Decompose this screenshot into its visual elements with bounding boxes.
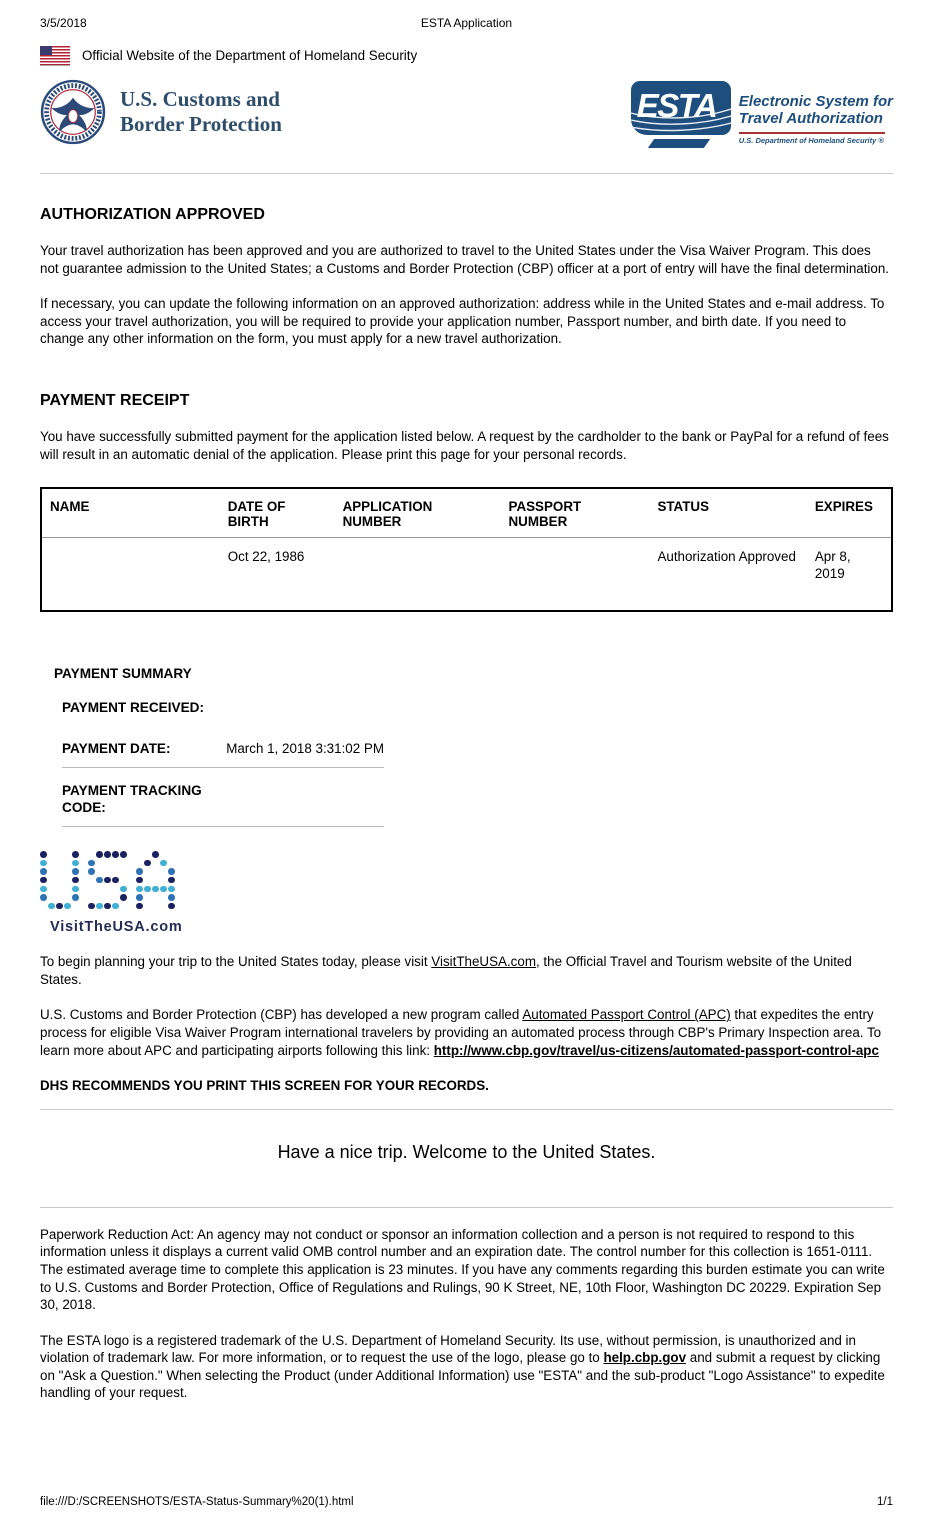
cell-expires: Apr 8, 2019	[814, 549, 851, 582]
payment-receipt-table	[40, 487, 893, 612]
column-header-status: STATUS	[657, 499, 710, 515]
divider-above-paperwork	[40, 1207, 893, 1208]
cbp-wordmark: U.S. Customs and Border Protection	[120, 87, 282, 136]
payment-received-label: PAYMENT RECEIVED:	[62, 700, 205, 716]
payment-tracking-code-row	[62, 768, 384, 827]
column-header-expires: EXPIRES	[814, 499, 873, 515]
visit-usa-logo	[40, 851, 893, 935]
table-header-row	[41, 488, 892, 538]
payment-receipt-paragraph: You have successfully submitted payment for the application listed below. A request by the cardholder to the bank or PayPal for a refund of fees will result in an automatic denial of the application. Please print this page for your personal records.	[40, 428, 889, 462]
column-header-application-number: APPLICATION NUMBER	[342, 499, 433, 530]
usa-dot-logo-icon	[40, 851, 180, 913]
esta-tagline: Electronic System for Travel Authorization	[738, 93, 893, 128]
print-footer-page-number: 1/1	[877, 1496, 893, 1508]
divider-above-farewell	[40, 1109, 893, 1110]
print-page-title: ESTA Application	[420, 16, 513, 30]
column-header-passport-number: PASSPORT NUMBER	[508, 499, 582, 530]
esta-logo-box	[631, 81, 731, 135]
print-footer	[40, 1496, 893, 1508]
visit-usa-paragraph: To begin planning your trip to the United States today, please visit VisitTheUSA.com, the Official Travel and Tourism website of the United States.	[40, 954, 852, 987]
cell-passport-number	[501, 538, 650, 612]
column-header-name: NAME	[50, 499, 90, 515]
payment-received-row	[62, 685, 384, 726]
esta-acronym: ESTA	[636, 87, 717, 124]
us-flag-icon	[40, 46, 70, 65]
paperwork-reduction-act-paragraph: Paperwork Reduction Act: An agency may not conduct or sponsor an information collection and a person is not required to respond to this information unless it displays a current valid OMB control number and an expiration date. The control number for this collection is 1651-0111. The estimated average time to complete this application is 23 minutes. If you have any comments regarding this burden estimate you can write to U.S. Customs and Border Protection, Office of Regulations and Rulings, 90 K Street, NE, 10th Floor, Washington DC 20229. Expiration Sep 30, 2018.	[40, 1226, 885, 1313]
esta-department-line: U.S. Department of Homeland Security ®	[738, 135, 884, 145]
payment-received-value	[214, 699, 384, 716]
visit-usa-caption: VisitTheUSA.com	[50, 919, 183, 936]
cbp-logo	[40, 79, 282, 145]
cell-date-of-birth: Oct 22, 1986	[227, 549, 305, 565]
official-banner	[40, 46, 893, 65]
authorization-paragraph-2: If necessary, you can update the following information on an approved authorization: address while in the United States and e-mail address. To access your travel authorization, you will be required to provide your application number, Passport number, and birth date. If you need to change any other information on the form, you must apply for a new travel authorization.	[40, 296, 885, 347]
print-header	[0, 0, 933, 30]
payment-date-label: PAYMENT DATE:	[62, 741, 171, 757]
payment-tracking-code-value	[214, 782, 384, 816]
cell-application-number	[335, 538, 501, 612]
payment-date-value: March 1, 2018 3:31:02 PM	[226, 741, 384, 757]
payment-summary-section	[54, 666, 893, 827]
farewell-message: Have a nice trip. Welcome to the United States.	[277, 1141, 656, 1162]
apc-link[interactable]: Automated Passport Control (APC)	[522, 1007, 731, 1023]
table-row	[41, 538, 892, 612]
esta-red-divider	[739, 132, 885, 134]
cell-name	[41, 538, 220, 612]
apc-paragraph: U.S. Customs and Border Protection (CBP) has developed a new program called Automated Passport Control (APC) that expedites the entry process for eligible Visa Waiver Program international travelers by providing an automated process through CBP's Primary Inspection area. To learn more about APC and participating airports following this link: http://www.cbp.gov/travel/us-citizens/automated-passport-control-apc	[40, 1007, 882, 1058]
authorization-paragraph-1: Your travel authorization has been approved and you are authorized to travel to the United States under the Visa Waiver Program. This does not guarantee admission to the United States; a Customs and Border Protection (CBP) officer at a port of entry will have the final determination.	[40, 243, 890, 276]
esta-logo-base	[648, 139, 710, 148]
payment-summary-heading: PAYMENT SUMMARY	[54, 666, 192, 682]
dhs-seal-icon	[40, 79, 106, 145]
esta-logo	[631, 81, 893, 145]
authorization-heading: AUTHORIZATION APPROVED	[40, 206, 265, 223]
column-header-date-of-birth: DATE OF BIRTH	[227, 499, 286, 530]
cbp-travel-url-link[interactable]: http://www.cbp.gov/travel/us-citizens/automated-passport-control-apc	[433, 1042, 879, 1058]
esta-trademark-paragraph: The ESTA logo is a registered trademark of the U.S. Department of Homeland Security. Its use, without permission, is unauthorized and in violation of trademark law. For more information, or to request the use of the logo, please go to help.cbp.gov and submit a request by clicking on "Ask a Question." When selecting the Product (under Additional Information) use "ESTA" and the sub-product "Logo Assistance" to expedite handling of your request.	[40, 1332, 885, 1401]
cell-status: Authorization Approved	[657, 549, 796, 565]
dhs-print-recommendation: DHS RECOMMENDS YOU PRINT THIS SCREEN FOR YOUR RECORDS.	[40, 1078, 489, 1094]
print-footer-file-path: file:///D:/SCREENSHOTS/ESTA-Status-Summary%20(1).html	[40, 1496, 354, 1508]
payment-receipt-heading: PAYMENT RECEIPT	[40, 391, 190, 409]
official-site-text: Official Website of the Department of Homeland Security	[82, 48, 418, 63]
header-divider	[40, 173, 893, 174]
help-cbp-gov-link[interactable]: help.cbp.gov	[603, 1350, 687, 1366]
print-date: 3/5/2018	[40, 16, 87, 30]
payment-tracking-code-label: PAYMENT TRACKING CODE:	[62, 783, 202, 816]
visittheusa-link[interactable]: VisitTheUSA.com	[431, 954, 536, 970]
payment-date-row	[62, 726, 384, 768]
